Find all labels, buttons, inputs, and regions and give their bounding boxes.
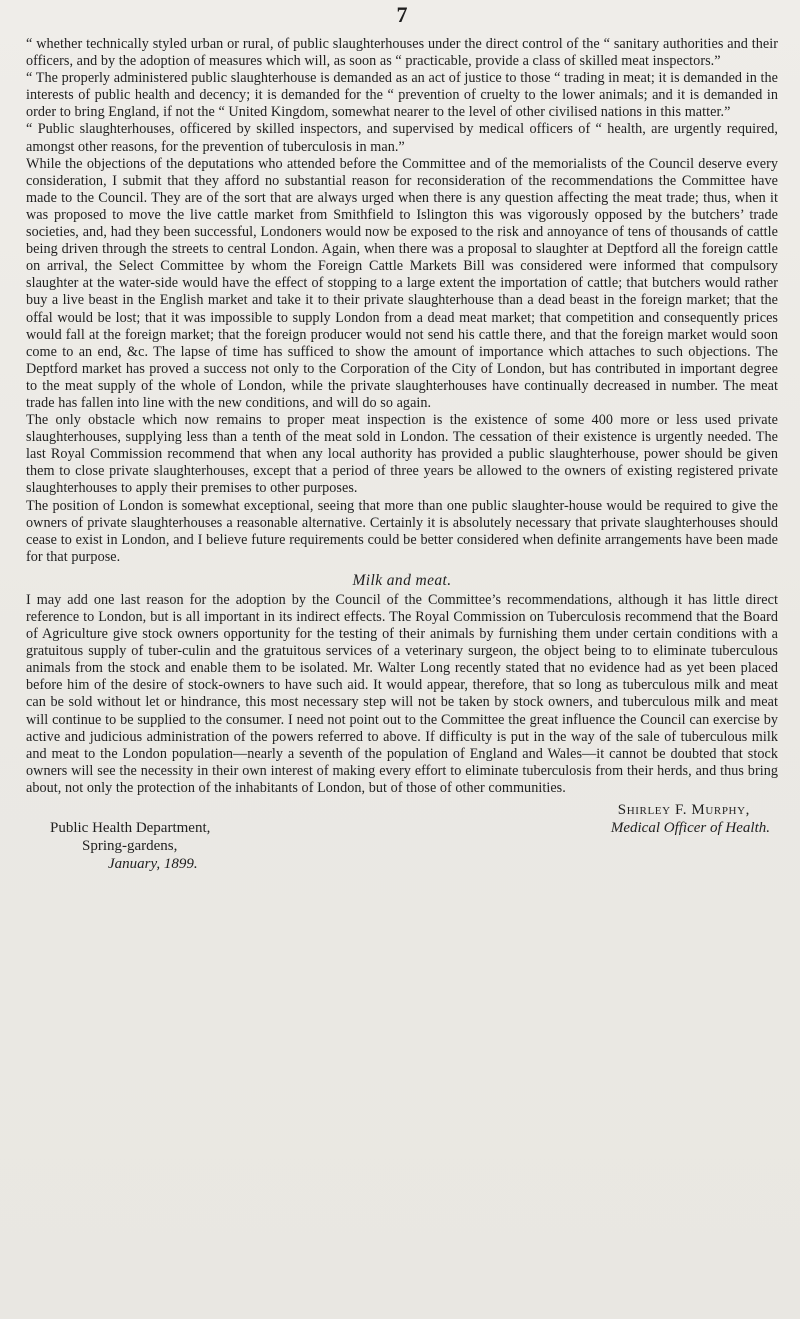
signatory-name: Shirley F. Murphy, xyxy=(617,802,750,819)
address: Spring-gardens, xyxy=(82,838,178,855)
body-paragraph-position-of-london: The position of London is somewhat exceptional, seeing that more than one public slaughter-house would be required to give the owners of private slaughterhouses a reasonable alternative. Certainly it is absolutely necessary that private slaughterhouses should cease to exist in London, and I believe future requirements could be better considered when definite arrangements have been made for that purpose. xyxy=(26,497,778,565)
body-paragraph-milk-and-meat: I may add one last reason for the adoption by the Council of the Committee’s recommendations, although it has little direct reference to London, but is all important in its indirect effects. The Royal Commission on Tuberculosis recommend that the Board of Agriculture give stock owners opportunity for the testing of their animals by furnishing them under certain conditions with a gratuitous supply of tuber-culin and the gratuitous services of a veterinary surgeon, the object being to to eliminate tuberculous animals from the stock and enable them to be isolated. Mr. Walter Long recently stated that no evidence had as yet been placed before him of the desire of stock-owners to have such aid. It would appear, therefore, that so long as tuberculous milk and meat can be sold without let or hindrance, this most necessary step will not be taken by stock owners, and tuberculous milk and meat will continue to be supplied to the consumer. I need not point out to the Committee the great influence the Council can exercise by active and judicious administration of the powers referred to above. If difficulty is put in the way of the sale of tuberculous milk and meat to the London population—nearly a seventh of the population of England and Wales—it cannot be doubted that stock owners will see the necessity in their own interest of making every effort to eliminate tuberculosis from their herds, and thus bring about, not only the protection of the inhabitants of London, but of those of other communities. xyxy=(26,591,778,796)
body-paragraph-objections: While the objections of the deputations who attended before the Committee and of the memorialists of the Council deserve every consideration, I submit that they afford no substantial reason for reconsideration of the recommendations the Committee have made to the Council. They are of the sort that are always urged when there is any question affecting the meat trade; thus, when it was proposed to move the live cattle market from Smithfield to Islington this was vigorously opposed by the butchers’ trade societies, and, had they been successful, Londoners would now be exposed to the risk and annoyance of tens of thousands of cattle being driven through the streets to central London. Again, when there was a proposal to slaughter at Deptford all the foreign cattle on arrival, the Select Committee by whom the Foreign Cattle Markets Bill was considered were informed that compulsory slaughter at the water-side would have the effect of stopping to a large extent the importation of cattle; that butchers would rather buy a live beast in the English market and take it to their private slaughterhouse than a dead beast in the foreign market; that the offal would be lost; that it was impossible to supply London from a dead meat market; that competition and consequently prices would fall at the foreign market; that the foreign producer would not send his cattle there, and that the foreign market would soon come to an end, &c. The lapse of time has sufficed to show the amount of importance which attaches to such objections. The Deptford market has proved a success not only to the Corporation of the City of London, but has contributed in important degree to the meat supply of the whole of London, while the private slaughterhouses have continually decreased in number. The meat trade has fallen into line with the new conditions, and will do so again. xyxy=(26,155,778,411)
quoted-paragraph-1: “ whether technically styled urban or rural, of public slaughterhouses under the direct control of the “ sanitary authorities and their officers, and by the adoption of measures which will, as soon as “ practicable, provide a class of skilled meat inspectors.” xyxy=(26,36,778,70)
quoted-paragraph-3: “ Public slaughterhouses, officered by skilled inspectors, and supervised by medical officers of “ health, are urgently required, amongst other reasons, for the prevention of tuberculosis in man.” xyxy=(26,121,778,155)
department-name: Public Health Department, xyxy=(50,820,211,837)
document-body xyxy=(26,36,778,797)
date: January, 1899. xyxy=(108,856,198,873)
page-number: 7 xyxy=(396,2,408,27)
body-paragraph-obstacle: The only obstacle which now remains to proper meat inspection is the existence of some 400 more or less used private slaughterhouses, supplying less than a tenth of the meat sold in London. The cessation of their existence is urgently needed. The last Royal Commission recommend that when any local authority has provided a public slaughterhouse, power should be given them to close private slaughterhouses, except that a period of three years be allowed to the owners of existing registered private slaughterhouses to apply their premises to other purposes. xyxy=(26,412,778,497)
signature-block xyxy=(26,801,778,873)
section-heading: Milk and meat. xyxy=(352,571,452,589)
signatory-title: Medical Officer of Health. xyxy=(610,820,770,837)
quoted-paragraph-2: “ The properly administered public slaughterhouse is demanded as an act of justice to those “ trading in meat; it is demanded in the interests of public health and decency; it is demanded for the “ prevention of cruelty to the lower animals; and it is demanded in order to bring England, if not the “ United Kingdom, somewhat nearer to the level of other civilised nations in this matter.” xyxy=(26,70,778,121)
